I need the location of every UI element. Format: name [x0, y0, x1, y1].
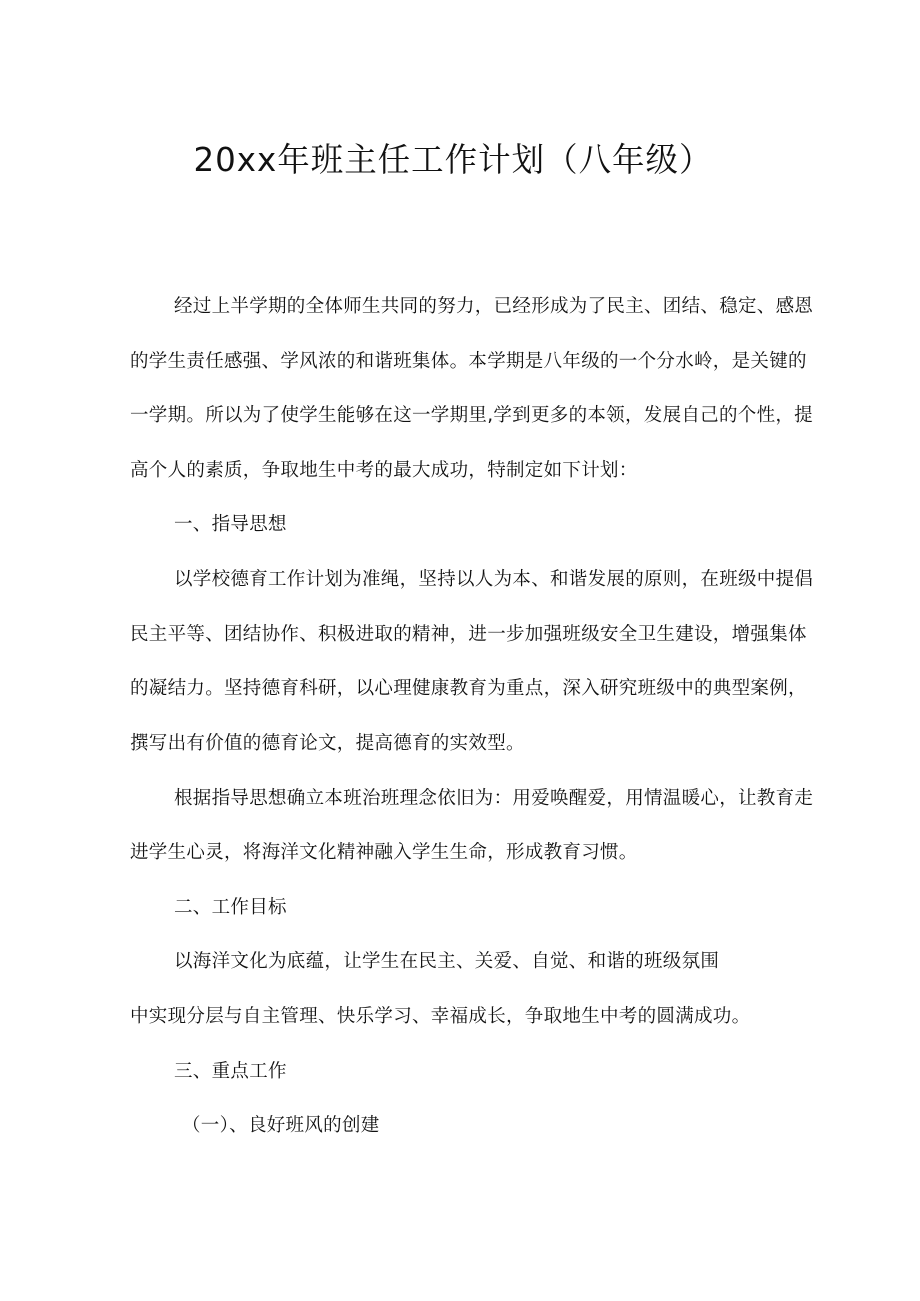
section-1-para-2-line-1: 根据指导思想确立本班治班理念依旧为：用爱唤醒爱，用情温暖心，让教育走 — [174, 788, 814, 809]
section-1-para-2-line-2: 进学生心灵，将海洋文化精神融入学生生命，形成教育习惯。 — [130, 842, 638, 863]
intro-line-4: 高个人的素质，争取地生中考的最大成功，特制定如下计划： — [130, 460, 638, 481]
section-3-subheading-1: （一）、良好班风的创建 — [182, 1115, 380, 1136]
section-1-para-1-line-1: 以学校德育工作计划为准绳，坚持以人为本、和谐发展的原则，在班级中提倡 — [174, 569, 814, 590]
intro-line-3: 一学期。所以为了使学生能够在这一学期里,学到更多的本领，发展自己的个性，提 — [130, 405, 813, 426]
document-title: 20xx年班主任工作计划（八年级） — [193, 140, 713, 179]
intro-line-2: 的学生责任感强、学风浓的和谐班集体。本学期是八年级的一个分水岭，是关键的 — [130, 351, 807, 372]
section-2-para-line-2: 中实现分层与自主管理、快乐学习、幸福成长，争取地生中考的圆满成功。 — [130, 1006, 751, 1027]
section-1-para-1-line-3: 的凝结力。坚持德育科研，以心理健康教育为重点，深入研究班级中的典型案例， — [130, 678, 807, 699]
section-1-para-1-line-4: 撰写出有价值的德育论文，提高德育的实效型。 — [130, 733, 525, 754]
section-1-heading: 一、指导思想 — [174, 514, 287, 535]
intro-line-1: 经过上半学期的全体师生共同的努力，已经形成为了民主、团结、稳定、感恩 — [174, 296, 814, 317]
section-2-para-line-1: 以海洋文化为底蕴，让学生在民主、关爱、自觉、和谐的班级氛围 — [174, 951, 720, 972]
section-1-para-1-line-2: 民主平等、团结协作、积极进取的精神，进一步加强班级安全卫生建设，增强集体 — [130, 624, 807, 645]
section-2-heading: 二、工作目标 — [174, 897, 287, 918]
section-3-heading: 三、重点工作 — [174, 1061, 287, 1082]
